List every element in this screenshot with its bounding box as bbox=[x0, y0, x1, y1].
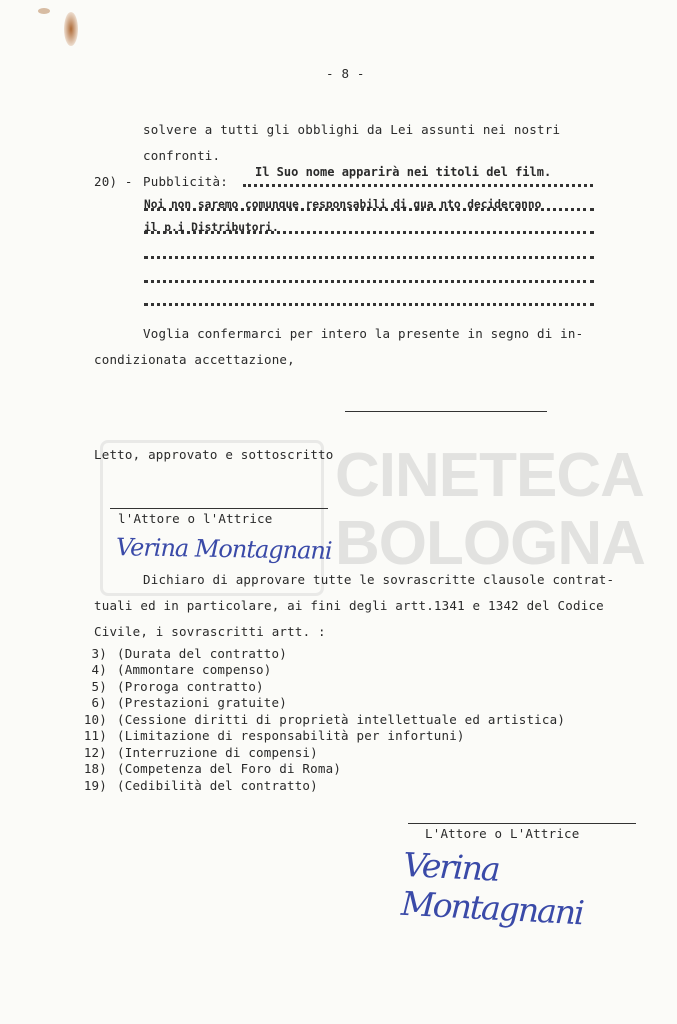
body-line-2: confronti. bbox=[143, 148, 221, 163]
article-number: 19) bbox=[83, 778, 107, 793]
dotted-line-5 bbox=[144, 277, 594, 283]
article-number: 3) bbox=[91, 646, 107, 661]
article-text: (Ammontare compenso) bbox=[117, 662, 272, 677]
typed-fill-1: Il Suo nome apparirà nei titoli del film. bbox=[255, 165, 552, 179]
rust-speck bbox=[38, 8, 50, 14]
page-number: - 8 - bbox=[326, 66, 365, 81]
confirm-line-1: Voglia confermarci per intero la presente in segno di in- bbox=[143, 326, 584, 341]
watermark-line-2: BOLOGNA bbox=[335, 509, 645, 578]
article-text: (Durata del contratto) bbox=[117, 646, 287, 661]
article-text: (Proroga contratto) bbox=[117, 679, 264, 694]
declaration-line-3: Civile, i sovrascritti artt. : bbox=[94, 624, 326, 639]
article-number: 11) bbox=[83, 728, 107, 743]
article-text: (Cessione diritti di proprietà intellettuale ed artistica) bbox=[117, 712, 566, 727]
signature-line-company bbox=[345, 411, 547, 412]
clause-label: Pubblicità: bbox=[143, 174, 228, 189]
dotted-line-4 bbox=[144, 253, 594, 259]
article-text: (Cedibilità del contratto) bbox=[117, 778, 318, 793]
letto-approvato: Letto, approvato e sottoscritto bbox=[94, 447, 334, 462]
article-text: (Interruzione di compensi) bbox=[117, 745, 318, 760]
article-number: 10) bbox=[83, 712, 107, 727]
dotted-line-2 bbox=[144, 205, 594, 211]
final-signature: Verina Montagnani bbox=[400, 844, 584, 933]
final-actor-label: L'Attore o L'Attrice bbox=[425, 826, 580, 841]
actor-signature: Verina Montagnani bbox=[115, 533, 332, 565]
actor-label: l'Attore o l'Attrice bbox=[118, 511, 273, 526]
declaration-line-2: tuali ed in particolare, ai fini degli artt.1341 e 1342 del Codice bbox=[94, 598, 604, 613]
declaration-line-1: Dichiaro di approvare tutte le sovrascritte clausole contrat- bbox=[143, 572, 615, 587]
article-text: (Limitazione di responsabilità per infortuni) bbox=[117, 728, 465, 743]
article-number: 5) bbox=[91, 679, 107, 694]
watermark-line-1: CINETECA bbox=[335, 441, 644, 510]
article-number: 18) bbox=[83, 761, 107, 776]
rust-stain bbox=[64, 12, 78, 46]
typed-fill-3: il p.i Distributori. bbox=[144, 221, 279, 234]
clause-number: 20) - bbox=[94, 174, 133, 189]
confirm-line-2: condizionata accettazione, bbox=[94, 352, 295, 367]
signature-line-final bbox=[408, 823, 636, 824]
signature-line-actor bbox=[110, 508, 328, 509]
typed-fill-2: Noi non saremo comunque responsabili di qua nto decideranno bbox=[144, 198, 542, 211]
dotted-line-1 bbox=[243, 181, 593, 187]
article-text: (Competenza del Foro di Roma) bbox=[117, 761, 342, 776]
body-line-1: solvere a tutti gli obblighi da Lei assunti nei nostri bbox=[143, 122, 561, 137]
article-number: 4) bbox=[91, 662, 107, 677]
dotted-line-6 bbox=[144, 300, 594, 306]
article-number: 6) bbox=[91, 695, 107, 710]
article-number: 12) bbox=[83, 745, 107, 760]
article-text: (Prestazioni gratuite) bbox=[117, 695, 287, 710]
dotted-line-3 bbox=[144, 228, 594, 234]
